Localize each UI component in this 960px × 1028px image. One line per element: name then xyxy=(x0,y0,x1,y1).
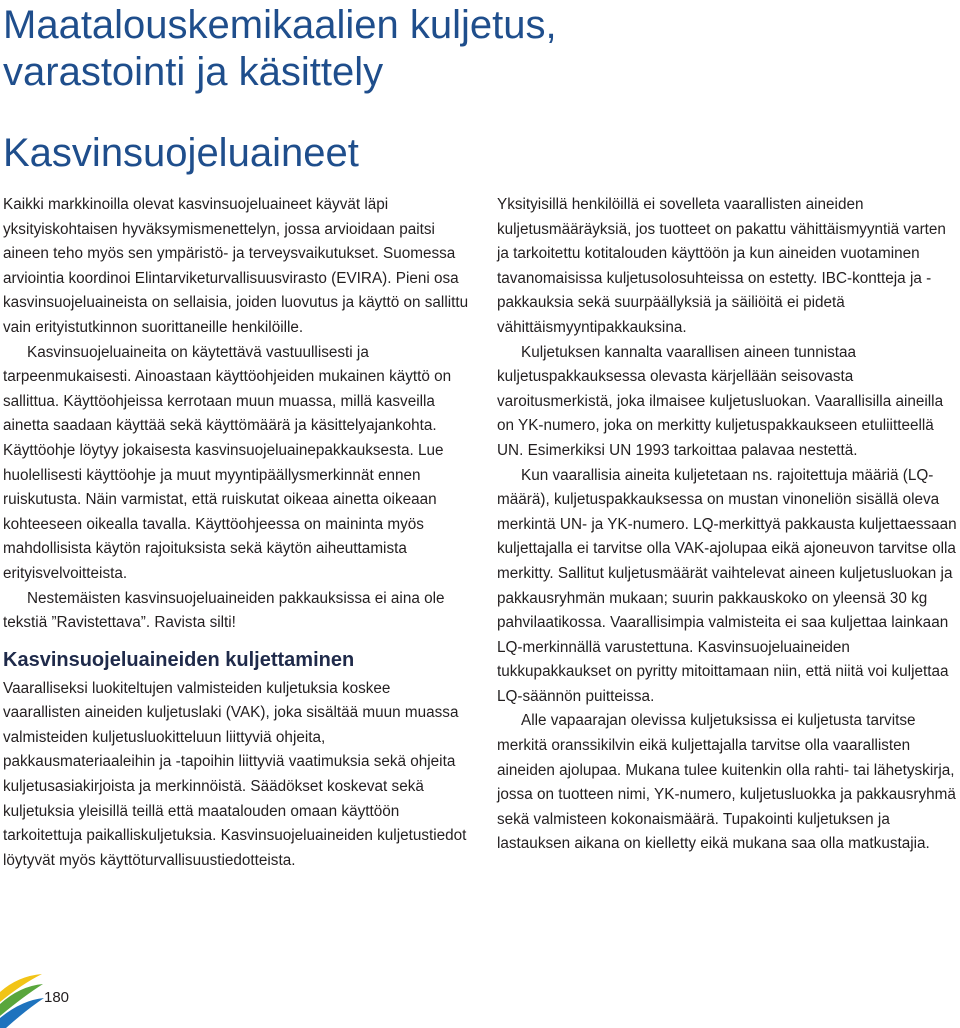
right-paragraph-3: Kun vaarallisia aineita kuljetetaan ns. rajoitettuja määriä (LQ-määrä), kuljetuspakkauksessa on mustan vinoneliön sisällä oleva merkintä UN- ja YK-numero. LQ-merkittyä pakkausta kuljettaessaan kuljettajalla ei tarvitse olla VAK-ajolupaa eikä ajoneuvon tarvitse olla merkitty. Sallitut kuljetusmäärät vaihtelevat aineen kuljetusluokan ja pakkausryhmän mukaan; suurin pakkauskoko on yleensä 30 kg pahvilaatikossa. Vaarallisimpia valmisteita ei saa kuljettaa lainkaan LQ-merkinnällä varustettuna. Kasvinsuojeluaineiden tukkupakkaukset on pyritty mitoittamaan niin, että niitä voi kuljettaa LQ-säännön puitteissa. xyxy=(497,466,957,705)
subheading-transport: Kasvinsuojeluaineiden kuljettaminen xyxy=(3,648,355,671)
left-column xyxy=(3,193,471,873)
page-footer xyxy=(0,970,90,1028)
left-paragraph-1: Kaikki markkinoilla olevat kasvinsuojeluaineet käyvät läpi yksityiskohtaisen hyväksymismenettelyn, jossa arvioidaan paitsi aineen teho myös sen ympäristö- ja terveysvaikutukset. Suomessa arviointia koordinoi Elintarviketurvallisuusvirasto (EVIRA). Pieni osa kasvinsuojeluaineista on sellaisia, joiden luovutus ja käyttö on sallittu vain erityistutkinnon suorittaneille henkilöille. xyxy=(3,196,469,336)
page-title-line-2: varastointi ja käsittely xyxy=(3,50,384,94)
right-paragraph-4: Alle vapaarajan olevissa kuljetuksissa ei kuljetusta tarvitse merkitä oranssikilvin eikä kuljettajalla tarvitse olla vaarallisten aineiden ajolupaa. Mukana tulee kuitenkin olla rahti- tai lähetyskirja, jossa on tuotteen nimi, YK-numero, kuljetusluokka ja pakkausryhmä sekä valmisteen kokonaismäärä. Tupakointi kuljetuksen ja lastauksen aikana on kielletty eikä mukana saa olla matkustajia. xyxy=(497,712,956,853)
right-paragraph-2: Kuljetuksen kannalta vaarallisen aineen tunnistaa kuljetuspakkauksessa olevasta kärjellään seisovasta varoitusmerkistä, joka ilmaisee kuljetusluokan. Vaarallisilla aineilla on YK-numero, joka on merkitty kuljetuspakkaukseen etuliitteellä UN. Esimerkiksi UN 1993 tarkoittaa palavaa nestettä. xyxy=(497,343,944,459)
page-number: 180 xyxy=(44,989,70,1006)
right-paragraph-1: Yksityisillä henkilöillä ei sovelleta vaarallisten aineiden kuljetusmääräyksiä, jos tuotteet on pakattu vähittäismyyntiä varten ja tarkoitettu kotitalouden käyttöön ja kun aineiden vuotaminen tavanomaisissa kuljetusolosuhteissa on estetty. IBC-kontteja ja -pakkauksia sekä suurpäällyksiä ja säiliöitä ei pidetä vähittäismyyntipakkauksina. xyxy=(497,196,946,336)
left-paragraph-3: Nestemäisten kasvinsuojeluaineiden pakkauksissa ei aina ole tekstiä ”Ravistettava”. Ravista silti! xyxy=(3,589,445,632)
section-title: Kasvinsuojeluaineet xyxy=(3,131,359,175)
brand-swoosh-icon xyxy=(0,970,44,1028)
page-title-line-1: Maatalouskemikaalien kuljetus, xyxy=(3,3,557,47)
right-column xyxy=(497,193,959,857)
left-paragraph-4: Vaaralliseksi luokiteltujen valmisteiden kuljetuksia koskee vaarallisten aineiden kuljetuslaki (VAK), joka sisältää muun muassa valmisteiden kuljetusluokitteluun liittyviä ohjeita, pakkausmateriaaleihin ja -tapoihin liittyviä vaatimuksia sekä ohjeita kuljetusasiakirjoista ja merkinnöistä. Säädökset koskevat sekä kuljetuksia yleisillä teillä että maatalouden omaan käyttöön tarkoitettuja paikalliskuljetuksia. Kasvinsuojeluaineiden kuljetustiedot löytyvät myös käyttöturvallisuustiedotteista. xyxy=(3,679,467,869)
page-title xyxy=(3,2,943,96)
left-paragraph-2: Kasvinsuojeluaineita on käytettävä vastuullisesti ja tarpeenmukaisesti. Ainoastaan käyttöohjeiden mukainen käyttö on sallittua. Käyttöohjeissa kerrotaan muun muassa, millä kasveilla ainetta saadaan käyttää sekä käyttömäärä ja käsittelyajankohta. Käyttöohje löytyy jokaisesta kasvinsuojeluainepakkauksesta. Lue huolellisesti käyttöohje ja muut myyntipäällysmerkinnät ennen ruiskutusta. Näin varmistat, että ruiskutat oikeaa ainetta oikeaan kohteeseen oikealla tavalla. Käyttöohjeessa on maininta myös mahdollisista käytön rajoituksista sekä käytön aiheuttamista erityisvelvoitteista. xyxy=(3,343,452,582)
